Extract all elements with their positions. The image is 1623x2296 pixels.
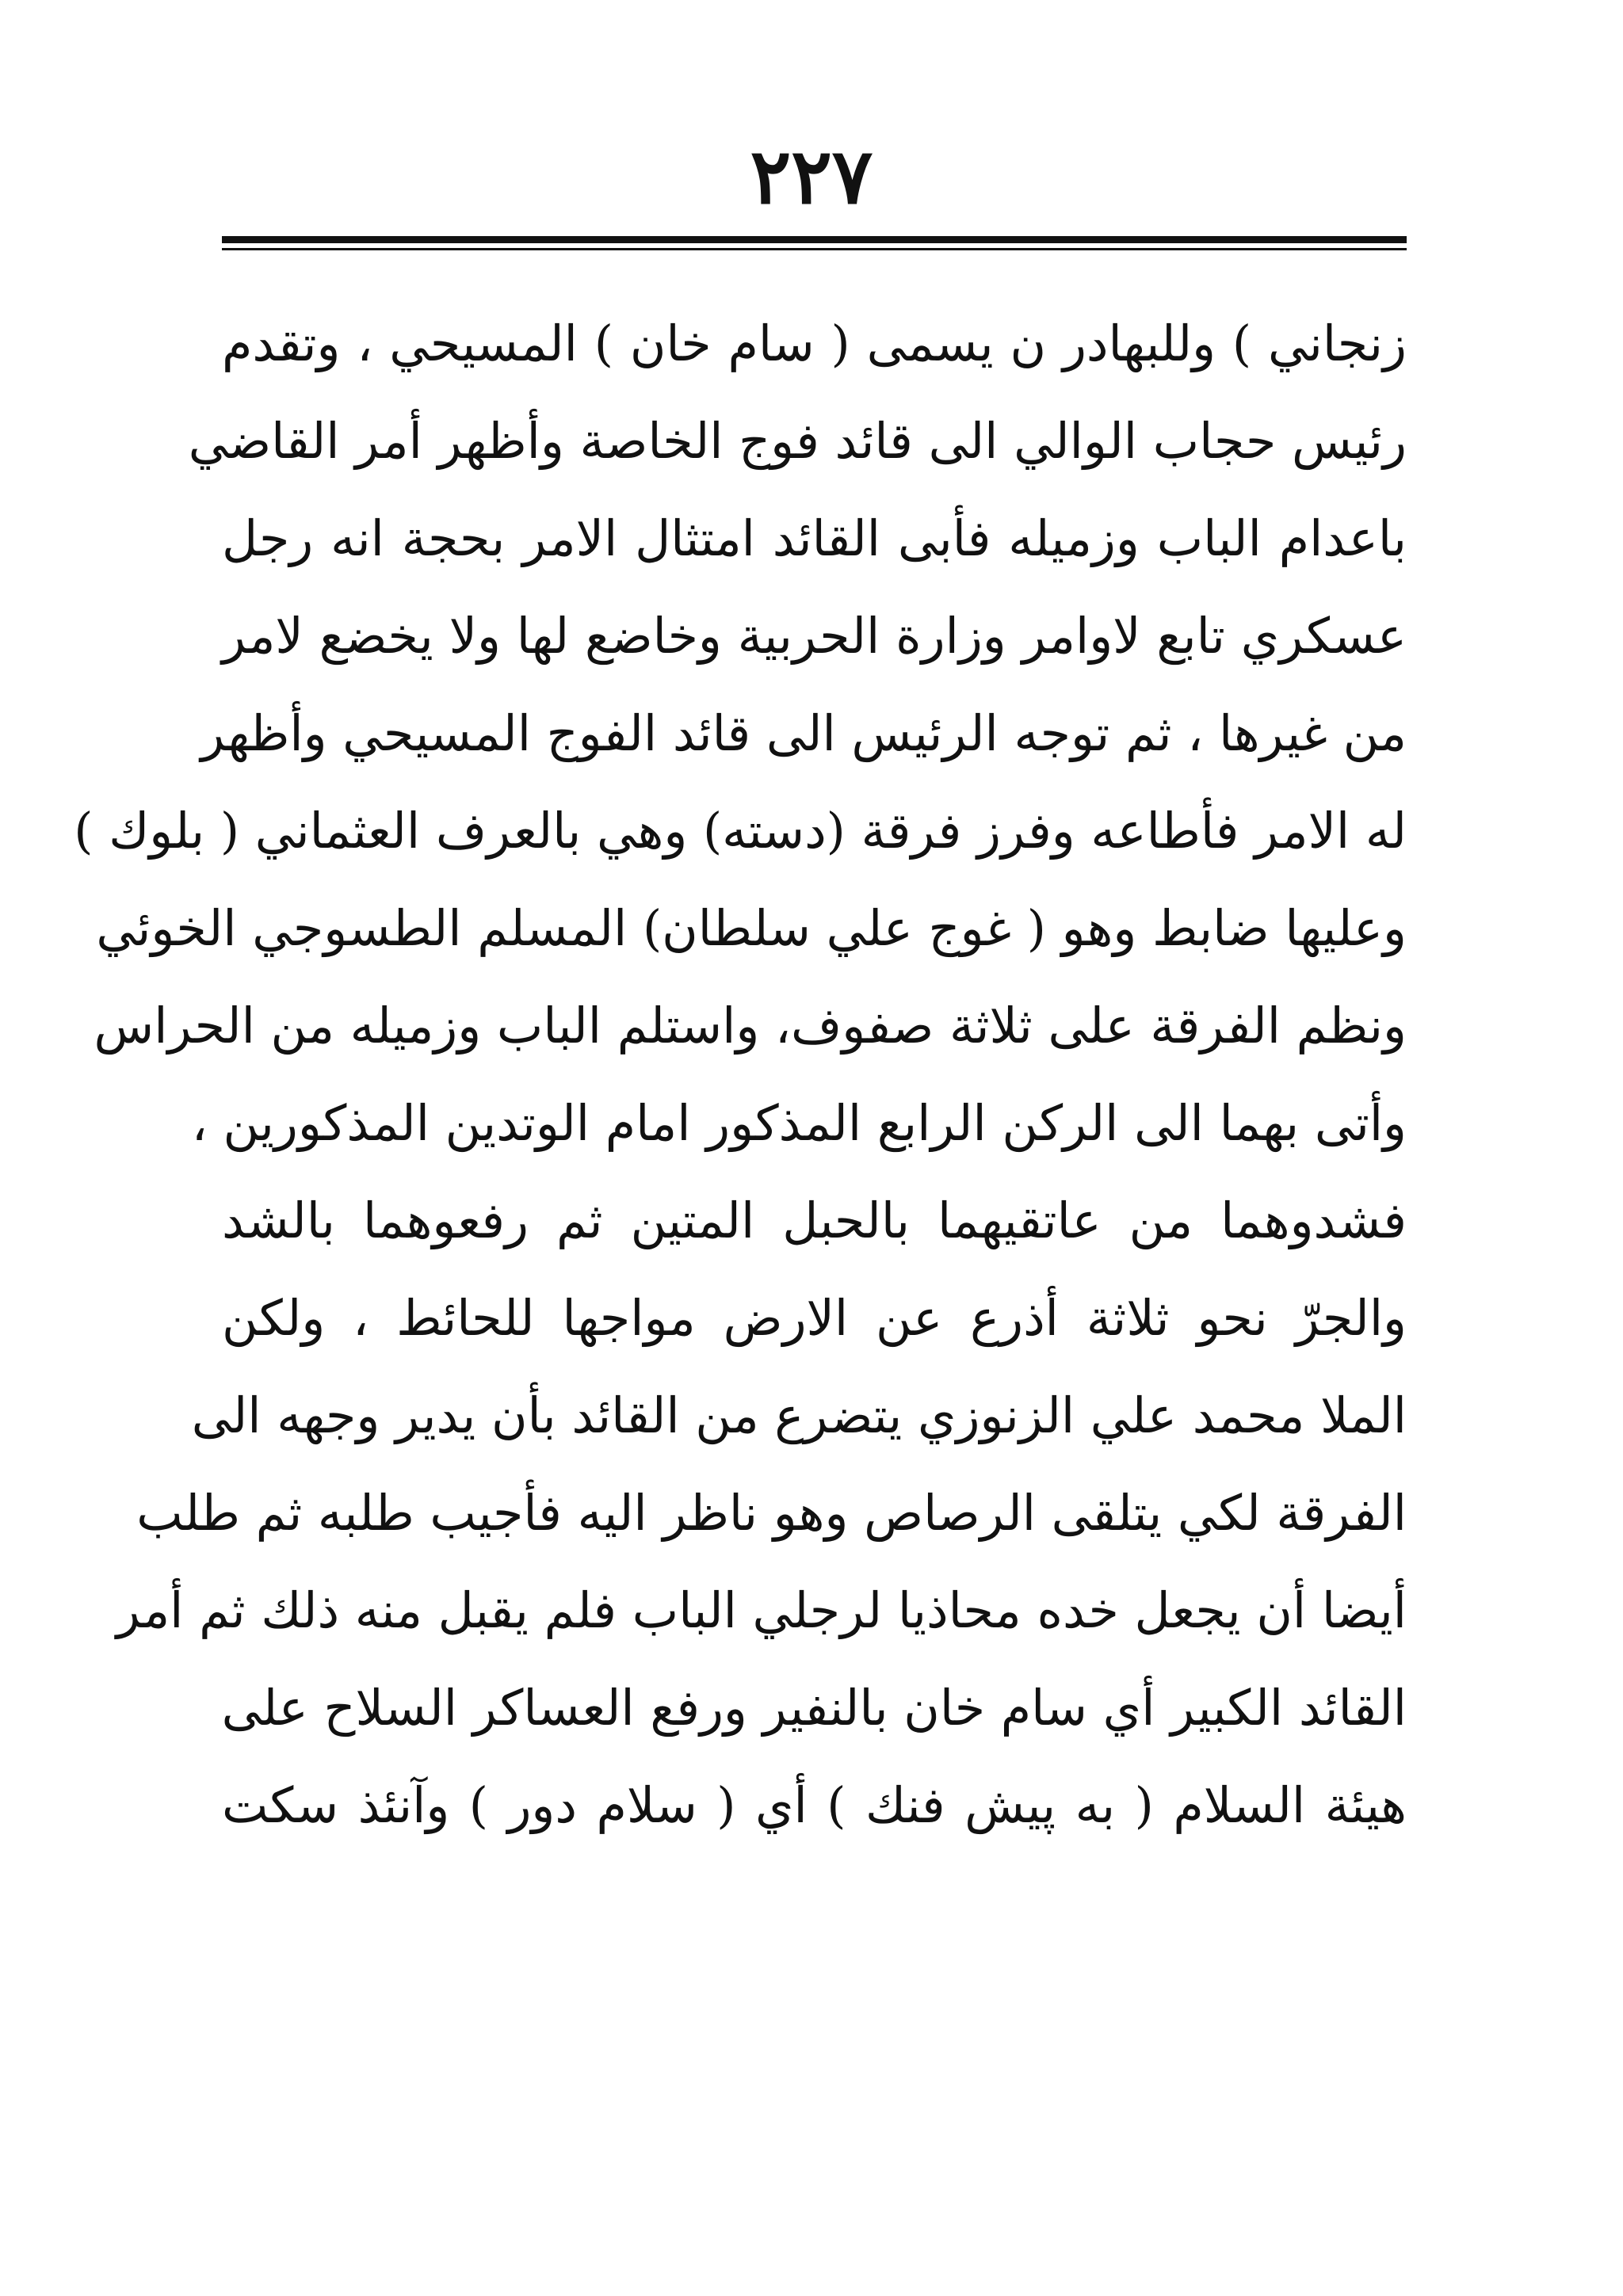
text-line-3: باعدام الباب وزميله فأبى القائد امتثال الامر بحجة انه رجل bbox=[222, 509, 1407, 567]
text-line-7: وعليها ضابط وهو ( غوج علي سلطان) المسلم الطسوجي الخوئي bbox=[96, 899, 1407, 957]
body-text bbox=[74, 295, 1407, 1854]
text-line-8: ونظم الفرقة على ثلاثة صفوف، واستلم الباب وزميله من الحراس bbox=[94, 997, 1407, 1055]
text-line-11: والجرّ نحو ثلاثة أذرع عن الارض مواجها للحائط ، ولكن bbox=[222, 1289, 1407, 1347]
text-line-10: فشدوهما من عاتقيهما بالحبل المتين ثم رفعوهما بالشد bbox=[222, 1192, 1407, 1249]
text-line-5: من غيرها ، ثم توجه الرئيس الى قائد الفوج المسيحي وأظهر bbox=[200, 704, 1407, 762]
text-line-14: أيضا أن يجعل خده محاذيا لرجلي الباب فلم يقبل منه ذلك ثم أمر bbox=[116, 1581, 1407, 1639]
text-line-16: هيئة السلام ( به پيش فنك ) أي ( سلام دور ) وآنئذ سكت bbox=[222, 1776, 1407, 1834]
text-line-13: الفرقة لكي يتلقى الرصاص وهو ناظر اليه فأجيب طلبه ثم طلب bbox=[136, 1484, 1407, 1542]
header-rule-thin bbox=[222, 248, 1407, 250]
text-line-15: القائد الكبير أي سام خان بالنفير ورفع العساكر السلاح على bbox=[221, 1679, 1407, 1737]
header-rule bbox=[222, 236, 1407, 250]
text-line-4: عسكري تابع لاوامر وزارة الحربية وخاضع لها ولا يخضع لامر bbox=[222, 607, 1407, 665]
text-line-9: وأتى بهما الى الركن الرابع المذكور امام الوتدين المذكورين ، bbox=[191, 1094, 1407, 1152]
text-line-2: رئيس حجاب الوالي الى قائد فوج الخاصة وأظهر أمر القاضي bbox=[188, 412, 1407, 470]
text-line-12: الملا محمد علي الزنوزي يتضرع من القائد بأن يدير وجهه الى bbox=[191, 1386, 1407, 1444]
header-rule-thick bbox=[222, 236, 1407, 243]
page-number: ٢٢٧ bbox=[750, 132, 873, 221]
text-line-6: له الامر فأطاعه وفرز فرقة (دسته) وهي بالعرف العثماني ( بلوك ) bbox=[74, 802, 1407, 860]
text-line-1: زنجاني ) وللبهادر ن يسمى ( سام خان ) المسيحي ، وتقدم bbox=[222, 315, 1407, 372]
